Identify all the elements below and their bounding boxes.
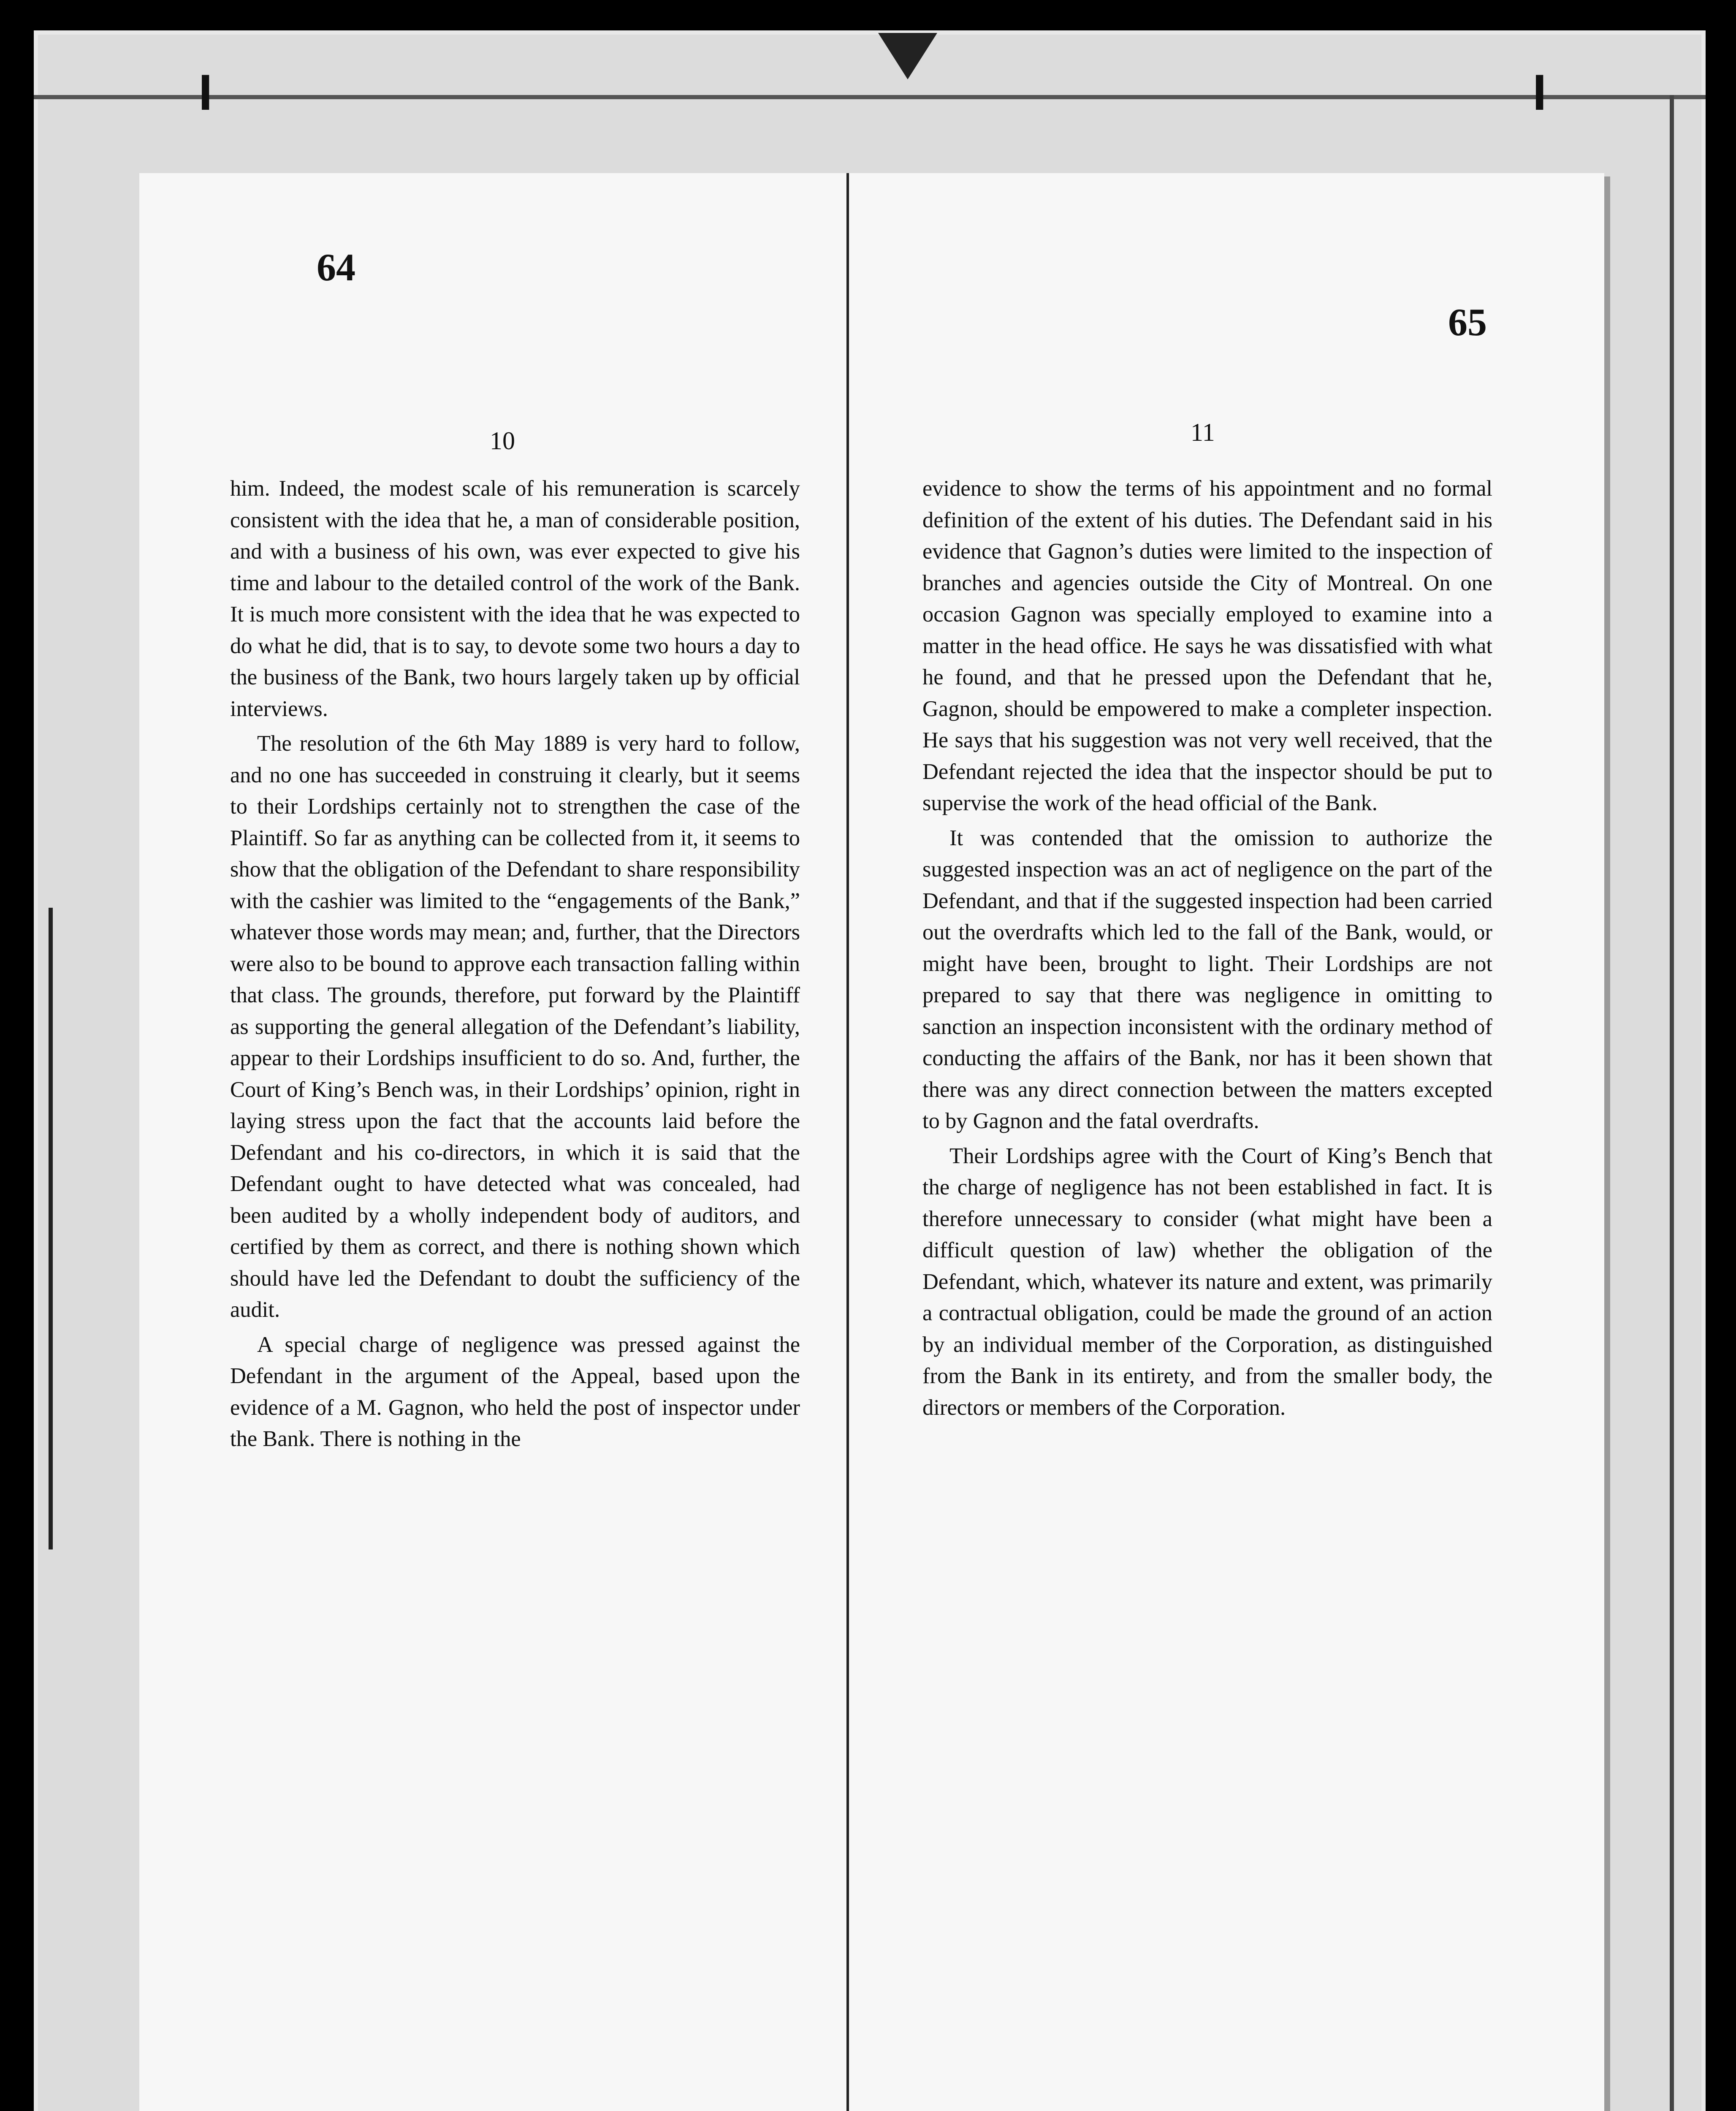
page-number-left: 10 xyxy=(490,427,515,455)
frame-right-rule xyxy=(1670,95,1674,2111)
document-spread xyxy=(139,173,1604,2111)
frame-top-rule xyxy=(34,95,1706,99)
left-column xyxy=(230,473,800,1455)
paragraph: Their Lordships agree with the Court of King’s Bench that the charge of negligence has not been established in fact. It is therefore unnecessary to consider (what might have been a difficult question of law) whether the obligation of the Defendant, which, whatever its nature and extent, was primarily a contractual obligation, could be made the ground of an action by an individual member of the Corporation, as distinguished from the Bank in its entirety, and from the smaller body, the directors or members of the Corporation. xyxy=(922,1143,1492,1420)
page-number-right: 11 xyxy=(1191,418,1215,446)
paragraph: him. Indeed, the modest scale of his remuneration is scarcely consistent with the idea that he, a man of considerable position, and with a business of his own, was ever expected to give his time and labour to the detailed control of the work of the Bank. It is much more consistent with the idea that he was expected to do what he did, that is to say, to devote some two hours a day to the business of the Bank, two hours largely taken up by official interviews. xyxy=(230,476,800,721)
folio-left: 64 xyxy=(317,246,355,289)
paragraph: evidence to show the terms of his appointment and no formal definition of the extent of his duties. The Defendant said in his evidence that Gagnon’s duties were limited to the inspection of branches and agencies outside the City of Montreal. On one occasion Gagnon was specially employed to examine into a matter in the head office. He says he was dissatisfied with what he found, and that he pressed upon the Defendant that he, Gagnon, should be empowered to make a completer inspection. He says that his suggestion was not very well received, that the Defendant rejected the idea that the inspector should be put to supervise the work of the head official of the Bank. xyxy=(922,476,1492,815)
paragraph: The resolution of the 6th May 1889 is very hard to follow, and no one has succeeded in construing it clearly, but it seems to their Lordships certainly not to strengthen the case of the Plaintiff. So far as anything can be collected from it, it seems to show that the obligation of the Defendant to share responsibility with the cashier was limited to the “engagements of the Bank,” whatever those words may mean; and, further, that the Directors were also to be bound to approve each transaction falling within that class. The grounds, therefore, put forward by the Plaintiff as supporting the general allegation of the Defendant’s liability, appear to their Lordships insufficient to do so. And, further, the Court of King’s Bench was, in their Lordships’ opinion, right in laying stress upon the fact that the accounts laid before the Defendant and his co-directors, in which it is said that the Defendant ought to have detected what was concealed, had been audited by a wholly independent body of auditors, and certified by them as correct, and there is nothing shown which should have led the Defendant to doubt the sufficiency of the audit. xyxy=(230,731,800,1322)
paragraph: It was contended that the omission to authorize the suggested inspection was an act of negligence on the part of the Defendant, and that if the suggested inspection had been carried out the overdrafts which led to the fall of the Bank, would, or might have been, brought to light. Their Lordships are not prepared to say that there was negligence in omitting to sanction an inspection inconsistent with the ordinary method of conducting the affairs of the Bank, nor has it been shown that there was any direct connection between the matters excepted to by Gagnon and the fatal overdrafts. xyxy=(922,825,1492,1133)
frame-mark-right: I xyxy=(1533,64,1547,121)
folio-right: 65 xyxy=(1448,301,1487,344)
paragraph: A special charge of negligence was pressed against the Defendant in the argument of the Appeal, based upon the evidence of a M. Gagnon, who held the post of inspector under the Bank. There is nothing in the xyxy=(230,1332,800,1451)
right-column xyxy=(922,473,1492,1423)
page-gutter xyxy=(846,173,849,2111)
frame-left-rule xyxy=(49,908,53,1549)
frame-arrow-icon xyxy=(878,33,937,79)
frame-mark-left: I xyxy=(198,64,213,121)
